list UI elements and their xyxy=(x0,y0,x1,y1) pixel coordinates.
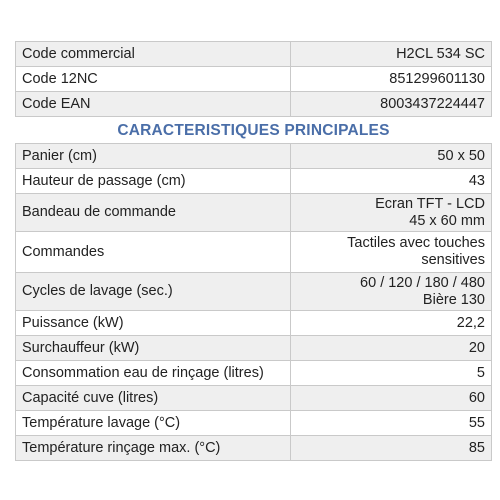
section-title: CARACTERISTIQUES PRINCIPALES xyxy=(16,117,492,144)
row-value: 60 / 120 / 180 / 480 Bière 130 xyxy=(291,273,492,311)
table-row-capacite xyxy=(16,386,492,411)
row-value: 8003437224447 xyxy=(291,92,492,117)
row-label: Commandes xyxy=(16,232,291,273)
row-value: Tactiles avec touches sensitives xyxy=(291,232,492,273)
row-value: 20 xyxy=(291,336,492,361)
row-value: 22,2 xyxy=(291,311,492,336)
spec-table xyxy=(15,41,492,461)
row-label: Code commercial xyxy=(16,42,291,67)
spec-sheet xyxy=(15,41,491,461)
row-label: Bandeau de commande xyxy=(16,194,291,232)
row-label: Consommation eau de rinçage (litres) xyxy=(16,361,291,386)
table-row-code-commercial xyxy=(16,42,492,67)
row-label: Code 12NC xyxy=(16,67,291,92)
row-value: 851299601130 xyxy=(291,67,492,92)
row-value: 85 xyxy=(291,436,492,461)
table-row-panier xyxy=(16,144,492,169)
table-row-surchauffeur xyxy=(16,336,492,361)
table-row-consommation xyxy=(16,361,492,386)
row-label: Température rinçage max. (°C) xyxy=(16,436,291,461)
table-row-puissance xyxy=(16,311,492,336)
row-label: Panier (cm) xyxy=(16,144,291,169)
table-row-bandeau xyxy=(16,194,492,232)
row-label: Capacité cuve (litres) xyxy=(16,386,291,411)
table-row-cycles xyxy=(16,273,492,311)
row-value: 60 xyxy=(291,386,492,411)
row-label: Hauteur de passage (cm) xyxy=(16,169,291,194)
row-label: Cycles de lavage (sec.) xyxy=(16,273,291,311)
table-row-temperature-rincage xyxy=(16,436,492,461)
row-value: H2CL 534 SC xyxy=(291,42,492,67)
row-value: 50 x 50 xyxy=(291,144,492,169)
row-value: 5 xyxy=(291,361,492,386)
table-row-commandes xyxy=(16,232,492,273)
row-label: Puissance (kW) xyxy=(16,311,291,336)
table-row-hauteur xyxy=(16,169,492,194)
row-label: Température lavage (°C) xyxy=(16,411,291,436)
row-value: Ecran TFT - LCD 45 x 60 mm xyxy=(291,194,492,232)
row-label: Code EAN xyxy=(16,92,291,117)
row-value: 43 xyxy=(291,169,492,194)
table-row-code-12nc xyxy=(16,67,492,92)
section-header xyxy=(16,117,492,144)
row-value: 55 xyxy=(291,411,492,436)
table-row-code-ean xyxy=(16,92,492,117)
row-label: Surchauffeur (kW) xyxy=(16,336,291,361)
table-row-temperature-lavage xyxy=(16,411,492,436)
